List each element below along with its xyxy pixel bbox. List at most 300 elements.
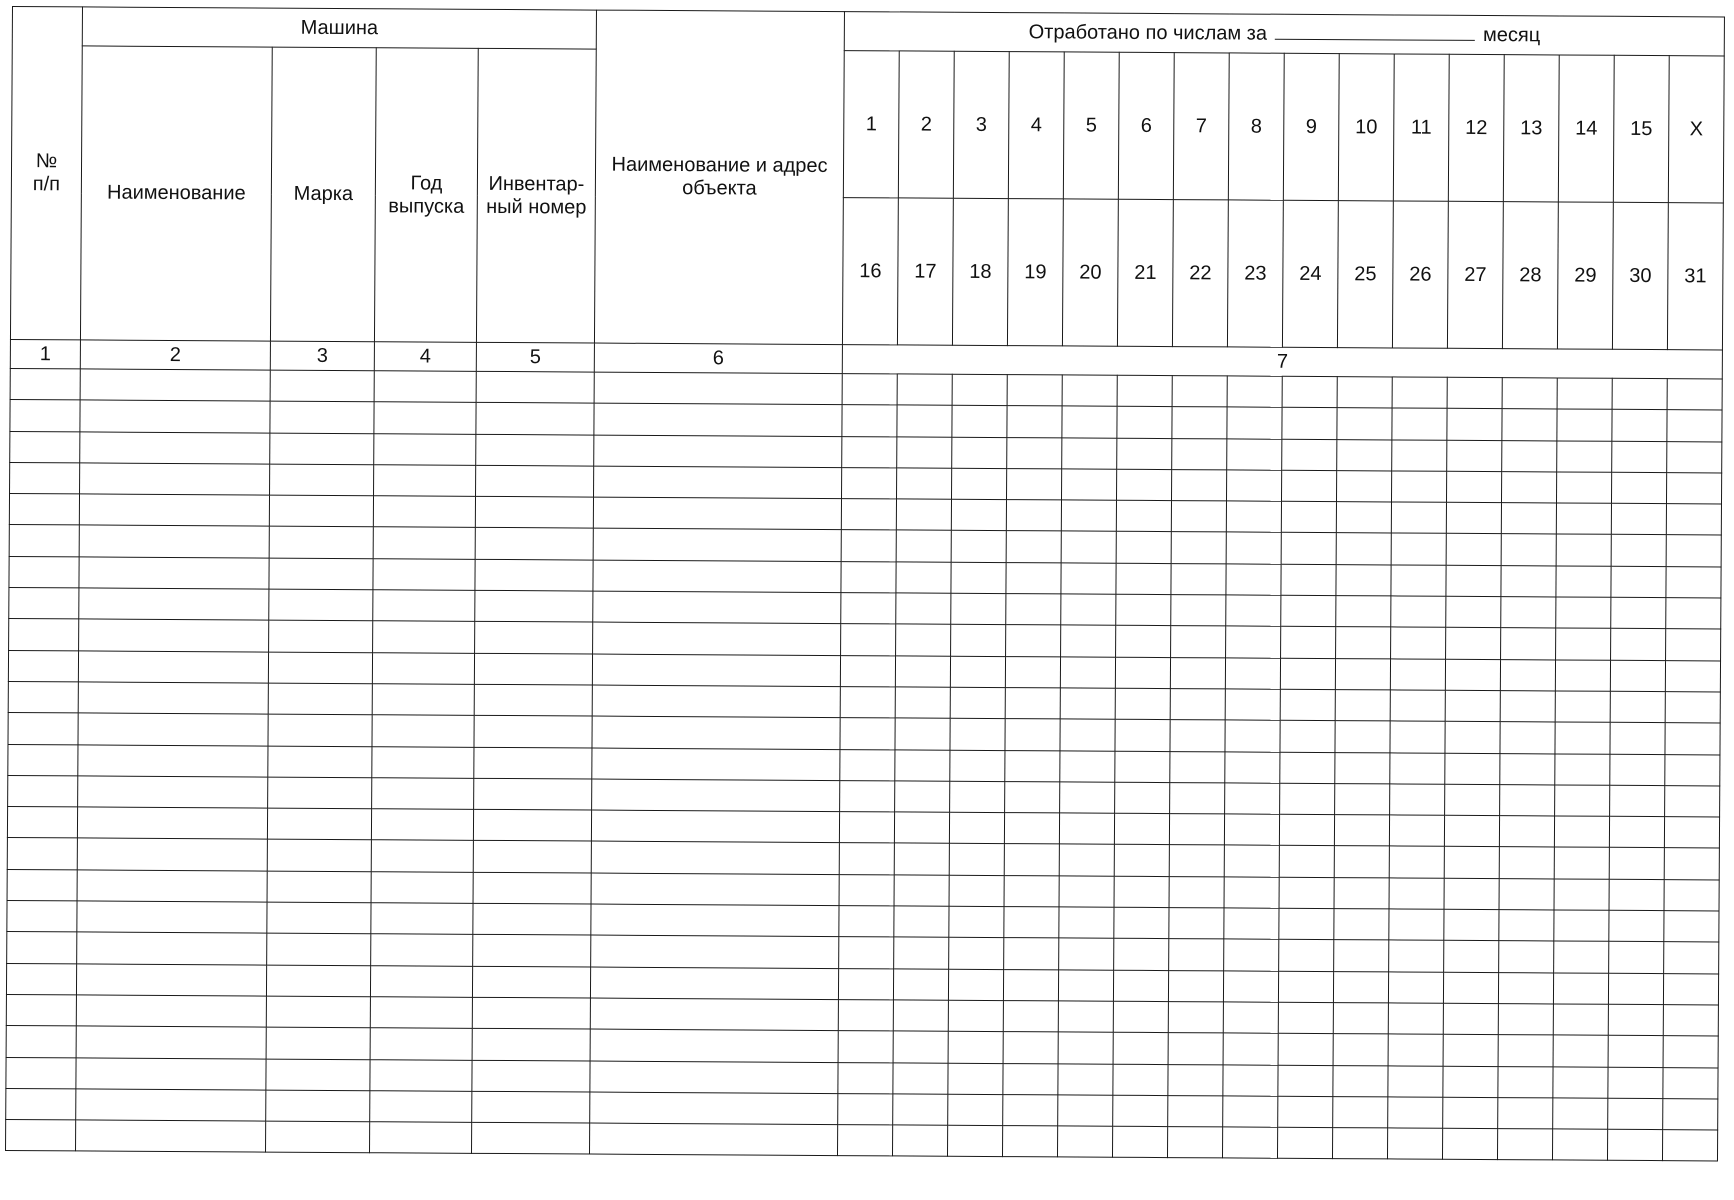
day-entry-cell[interactable] [1553, 973, 1608, 1005]
entry-cell[interactable] [594, 435, 842, 468]
day-entry-cell[interactable] [1114, 939, 1169, 971]
day-entry-cell[interactable] [1663, 1036, 1718, 1068]
day-entry-cell[interactable] [1333, 1003, 1388, 1035]
day-entry-cell[interactable] [838, 968, 893, 1000]
day-entry-cell[interactable] [1663, 1130, 1718, 1162]
entry-cell[interactable] [79, 619, 269, 651]
day-entry-cell[interactable] [1169, 814, 1224, 846]
day-entry-cell[interactable] [948, 1094, 1003, 1126]
day-entry-cell[interactable] [1388, 1003, 1443, 1035]
day-entry-cell[interactable] [1445, 722, 1500, 754]
day-entry-cell[interactable] [1666, 566, 1721, 598]
entry-cell[interactable] [77, 870, 267, 902]
entry-cell[interactable] [474, 747, 592, 779]
day-entry-cell[interactable] [1059, 938, 1114, 970]
day-entry-cell[interactable] [1004, 844, 1059, 876]
day-entry-cell[interactable] [1169, 908, 1224, 940]
day-entry-cell[interactable] [951, 562, 1006, 594]
entry-cell[interactable] [475, 497, 593, 529]
entry-cell[interactable] [77, 807, 267, 839]
entry-cell[interactable] [590, 1061, 838, 1094]
entry-cell[interactable] [593, 529, 841, 562]
day-entry-cell[interactable] [1445, 784, 1500, 816]
entry-cell[interactable] [8, 713, 78, 745]
entry-cell[interactable] [270, 370, 374, 402]
day-entry-cell[interactable] [1227, 470, 1282, 502]
day-entry-cell[interactable] [1278, 971, 1333, 1003]
entry-cell[interactable] [79, 557, 269, 589]
day-entry-cell[interactable] [1282, 376, 1337, 408]
day-entry-cell[interactable] [948, 1000, 1003, 1032]
day-entry-cell[interactable] [1501, 565, 1556, 597]
day-entry-cell[interactable] [1667, 379, 1722, 411]
day-entry-cell[interactable] [841, 499, 896, 531]
day-entry-cell[interactable] [1333, 1096, 1388, 1128]
entry-cell[interactable] [80, 463, 270, 495]
day-entry-cell[interactable] [1227, 376, 1282, 408]
day-entry-cell[interactable] [1446, 596, 1501, 628]
day-entry-cell[interactable] [1227, 439, 1282, 471]
day-entry-cell[interactable] [1444, 815, 1499, 847]
day-entry-cell[interactable] [1117, 438, 1172, 470]
day-entry-cell[interactable] [1500, 784, 1555, 816]
day-entry-cell[interactable] [1280, 658, 1335, 690]
day-entry-cell[interactable] [950, 687, 1005, 719]
entry-cell[interactable] [372, 746, 474, 778]
entry-cell[interactable] [76, 1026, 266, 1058]
day-entry-cell[interactable] [1447, 377, 1502, 409]
day-entry-cell[interactable] [1282, 439, 1337, 471]
day-entry-cell[interactable] [948, 1031, 1003, 1063]
day-entry-cell[interactable] [1226, 532, 1281, 564]
entry-cell[interactable] [593, 622, 841, 655]
day-entry-cell[interactable] [1501, 503, 1556, 535]
day-entry-cell[interactable] [1005, 750, 1060, 782]
day-entry-cell[interactable] [1389, 878, 1444, 910]
day-entry-cell[interactable] [1447, 409, 1502, 441]
day-entry-cell[interactable] [1004, 938, 1059, 970]
day-entry-cell[interactable] [1336, 533, 1391, 565]
day-entry-cell[interactable] [948, 969, 1003, 1001]
day-entry-cell[interactable] [1391, 627, 1446, 659]
day-entry-cell[interactable] [1663, 1005, 1718, 1037]
day-entry-cell[interactable] [1170, 689, 1225, 721]
entry-cell[interactable] [472, 997, 590, 1029]
day-entry-cell[interactable] [1665, 660, 1720, 692]
day-entry-cell[interactable] [1114, 907, 1169, 939]
day-entry-cell[interactable] [1389, 909, 1444, 941]
entry-cell[interactable] [80, 432, 270, 464]
day-entry-cell[interactable] [1006, 562, 1061, 594]
day-entry-cell[interactable] [1223, 1033, 1278, 1065]
day-entry-cell[interactable] [894, 875, 949, 907]
day-entry-cell[interactable] [1608, 1067, 1663, 1099]
day-entry-cell[interactable] [1168, 1127, 1223, 1159]
day-entry-cell[interactable] [1278, 1096, 1333, 1128]
day-entry-cell[interactable] [839, 874, 894, 906]
day-entry-cell[interactable] [1502, 409, 1557, 441]
day-entry-cell[interactable] [1555, 660, 1610, 692]
day-entry-cell[interactable] [1004, 875, 1059, 907]
day-entry-cell[interactable] [894, 843, 949, 875]
day-entry-cell[interactable] [1333, 1034, 1388, 1066]
day-entry-cell[interactable] [1447, 440, 1502, 472]
day-entry-cell[interactable] [1280, 689, 1335, 721]
entry-cell[interactable] [592, 685, 840, 718]
day-entry-cell[interactable] [895, 687, 950, 719]
day-entry-cell[interactable] [1553, 1004, 1608, 1036]
day-entry-cell[interactable] [1612, 472, 1667, 504]
day-entry-cell[interactable] [1611, 629, 1666, 661]
day-entry-cell[interactable] [949, 844, 1004, 876]
day-entry-cell[interactable] [1060, 657, 1115, 689]
day-entry-cell[interactable] [1223, 1064, 1278, 1096]
day-entry-cell[interactable] [1663, 1067, 1718, 1099]
entry-cell[interactable] [594, 403, 842, 436]
day-entry-cell[interactable] [1336, 564, 1391, 596]
day-entry-cell[interactable] [1278, 1127, 1333, 1159]
day-entry-cell[interactable] [1334, 940, 1389, 972]
entry-cell[interactable] [373, 496, 475, 528]
day-entry-cell[interactable] [1388, 1097, 1443, 1129]
entry-cell[interactable] [77, 838, 267, 870]
day-entry-cell[interactable] [841, 593, 896, 625]
entry-cell[interactable] [476, 465, 594, 497]
entry-cell[interactable] [78, 744, 268, 776]
day-entry-cell[interactable] [1445, 753, 1500, 785]
entry-cell[interactable] [79, 494, 269, 526]
day-entry-cell[interactable] [1337, 377, 1392, 409]
day-entry-cell[interactable] [895, 718, 950, 750]
day-entry-cell[interactable] [1388, 1034, 1443, 1066]
day-entry-cell[interactable] [1225, 658, 1280, 690]
entry-cell[interactable] [474, 684, 592, 716]
day-entry-cell[interactable] [1609, 910, 1664, 942]
day-entry-cell[interactable] [1445, 690, 1500, 722]
day-entry-cell[interactable] [1335, 721, 1390, 753]
day-entry-cell[interactable] [1391, 565, 1446, 597]
day-entry-cell[interactable] [950, 656, 1005, 688]
day-entry-cell[interactable] [1336, 502, 1391, 534]
day-entry-cell[interactable] [1058, 1001, 1113, 1033]
entry-cell[interactable] [594, 466, 842, 499]
entry-cell[interactable] [268, 777, 372, 809]
entry-cell[interactable] [76, 1120, 266, 1152]
entry-cell[interactable] [473, 903, 591, 935]
day-entry-cell[interactable] [1058, 1032, 1113, 1064]
entry-cell[interactable] [473, 841, 591, 873]
entry-cell[interactable] [475, 528, 593, 560]
day-entry-cell[interactable] [1061, 625, 1116, 657]
day-entry-cell[interactable] [1553, 1066, 1608, 1098]
entry-cell[interactable] [10, 368, 80, 400]
entry-cell[interactable] [76, 995, 266, 1027]
day-entry-cell[interactable] [1500, 691, 1555, 723]
entry-cell[interactable] [594, 372, 842, 405]
day-entry-cell[interactable] [1113, 1126, 1168, 1158]
day-entry-cell[interactable] [1004, 907, 1059, 939]
day-entry-cell[interactable] [1498, 1004, 1553, 1036]
entry-cell[interactable] [6, 994, 76, 1026]
day-entry-cell[interactable] [1501, 628, 1556, 660]
day-entry-cell[interactable] [1003, 1032, 1058, 1064]
day-entry-cell[interactable] [1664, 879, 1719, 911]
day-entry-cell[interactable] [893, 1125, 948, 1157]
day-entry-cell[interactable] [1445, 659, 1500, 691]
day-entry-cell[interactable] [1667, 473, 1722, 505]
day-entry-cell[interactable] [1612, 410, 1667, 442]
entry-cell[interactable] [9, 619, 79, 651]
day-entry-cell[interactable] [1390, 752, 1445, 784]
day-entry-cell[interactable] [1555, 785, 1610, 817]
day-entry-cell[interactable] [840, 749, 895, 781]
day-entry-cell[interactable] [1611, 535, 1666, 567]
day-entry-cell[interactable] [1062, 438, 1117, 470]
day-entry-cell[interactable] [1113, 970, 1168, 1002]
day-entry-cell[interactable] [1665, 723, 1720, 755]
day-entry-cell[interactable] [1611, 597, 1666, 629]
day-entry-cell[interactable] [896, 624, 951, 656]
day-entry-cell[interactable] [1667, 441, 1722, 473]
entry-cell[interactable] [476, 371, 594, 403]
entry-cell[interactable] [8, 775, 78, 807]
entry-cell[interactable] [590, 1029, 838, 1062]
day-entry-cell[interactable] [896, 530, 951, 562]
day-entry-cell[interactable] [1334, 909, 1389, 941]
day-entry-cell[interactable] [1499, 816, 1554, 848]
day-entry-cell[interactable] [897, 468, 952, 500]
day-entry-cell[interactable] [1556, 534, 1611, 566]
entry-cell[interactable] [6, 1088, 76, 1120]
day-entry-cell[interactable] [1225, 720, 1280, 752]
day-entry-cell[interactable] [1556, 628, 1611, 660]
day-entry-cell[interactable] [894, 812, 949, 844]
day-entry-cell[interactable] [893, 1000, 948, 1032]
entry-cell[interactable] [7, 838, 77, 870]
day-entry-cell[interactable] [1392, 471, 1447, 503]
entry-cell[interactable] [269, 527, 373, 559]
day-entry-cell[interactable] [952, 468, 1007, 500]
day-entry-cell[interactable] [1389, 940, 1444, 972]
entry-cell[interactable] [9, 588, 79, 620]
day-entry-cell[interactable] [1388, 972, 1443, 1004]
day-entry-cell[interactable] [1501, 534, 1556, 566]
day-entry-cell[interactable] [1390, 721, 1445, 753]
day-entry-cell[interactable] [894, 906, 949, 938]
day-entry-cell[interactable] [1499, 847, 1554, 879]
entry-cell[interactable] [369, 1122, 471, 1154]
entry-cell[interactable] [371, 903, 473, 935]
day-entry-cell[interactable] [842, 374, 897, 406]
day-entry-cell[interactable] [952, 437, 1007, 469]
day-entry-cell[interactable] [1443, 972, 1498, 1004]
day-entry-cell[interactable] [1003, 1094, 1058, 1126]
day-entry-cell[interactable] [1003, 969, 1058, 1001]
day-entry-cell[interactable] [1608, 973, 1663, 1005]
day-entry-cell[interactable] [897, 437, 952, 469]
day-entry-cell[interactable] [1333, 1065, 1388, 1097]
day-entry-cell[interactable] [1171, 532, 1226, 564]
day-entry-cell[interactable] [896, 593, 951, 625]
day-entry-cell[interactable] [1116, 500, 1171, 532]
day-entry-cell[interactable] [1113, 1001, 1168, 1033]
day-entry-cell[interactable] [1059, 907, 1114, 939]
day-entry-cell[interactable] [1115, 688, 1170, 720]
day-entry-cell[interactable] [1278, 1065, 1333, 1097]
day-entry-cell[interactable] [1555, 722, 1610, 754]
entry-cell[interactable] [10, 431, 80, 463]
day-entry-cell[interactable] [1444, 878, 1499, 910]
day-entry-cell[interactable] [1223, 1096, 1278, 1128]
entry-cell[interactable] [370, 965, 472, 997]
entry-cell[interactable] [370, 1091, 472, 1123]
day-entry-cell[interactable] [1665, 754, 1720, 786]
day-entry-cell[interactable] [1223, 1002, 1278, 1034]
entry-cell[interactable] [78, 713, 268, 745]
day-entry-cell[interactable] [1498, 1097, 1553, 1129]
day-entry-cell[interactable] [1502, 471, 1557, 503]
day-entry-cell[interactable] [1500, 659, 1555, 691]
day-entry-cell[interactable] [838, 1031, 893, 1063]
entry-cell[interactable] [10, 400, 80, 432]
day-entry-cell[interactable] [1335, 658, 1390, 690]
day-entry-cell[interactable] [1610, 754, 1665, 786]
entry-cell[interactable] [472, 1029, 590, 1061]
day-entry-cell[interactable] [1281, 627, 1336, 659]
day-entry-cell[interactable] [1224, 908, 1279, 940]
entry-cell[interactable] [590, 967, 838, 1000]
entry-cell[interactable] [592, 779, 840, 812]
day-entry-cell[interactable] [1168, 970, 1223, 1002]
day-entry-cell[interactable] [1225, 751, 1280, 783]
entry-cell[interactable] [590, 998, 838, 1031]
entry-cell[interactable] [474, 778, 592, 810]
entry-cell[interactable] [593, 497, 841, 530]
entry-cell[interactable] [77, 932, 267, 964]
day-entry-cell[interactable] [1553, 1098, 1608, 1130]
day-entry-cell[interactable] [1334, 815, 1389, 847]
entry-cell[interactable] [6, 963, 76, 995]
entry-cell[interactable] [372, 778, 474, 810]
entry-cell[interactable] [473, 872, 591, 904]
day-entry-cell[interactable] [948, 1125, 1003, 1157]
day-entry-cell[interactable] [1061, 500, 1116, 532]
day-entry-cell[interactable] [1388, 1128, 1443, 1160]
day-entry-cell[interactable] [951, 593, 1006, 625]
entry-cell[interactable] [371, 840, 473, 872]
entry-cell[interactable] [592, 748, 840, 781]
day-entry-cell[interactable] [1279, 877, 1334, 909]
day-entry-cell[interactable] [1446, 565, 1501, 597]
day-entry-cell[interactable] [1007, 406, 1062, 438]
day-entry-cell[interactable] [949, 812, 1004, 844]
day-entry-cell[interactable] [1058, 970, 1113, 1002]
day-entry-cell[interactable] [896, 499, 951, 531]
day-entry-cell[interactable] [1007, 437, 1062, 469]
day-entry-cell[interactable] [1392, 440, 1447, 472]
day-entry-cell[interactable] [1168, 1095, 1223, 1127]
day-entry-cell[interactable] [1610, 660, 1665, 692]
day-entry-cell[interactable] [1666, 504, 1721, 536]
day-entry-cell[interactable] [1003, 1126, 1058, 1158]
day-entry-cell[interactable] [1116, 594, 1171, 626]
day-entry-cell[interactable] [1446, 502, 1501, 534]
day-entry-cell[interactable] [951, 625, 1006, 657]
day-entry-cell[interactable] [1062, 469, 1117, 501]
day-entry-cell[interactable] [1609, 848, 1664, 880]
day-entry-cell[interactable] [1226, 564, 1281, 596]
entry-cell[interactable] [373, 527, 475, 559]
day-entry-cell[interactable] [1223, 971, 1278, 1003]
day-entry-cell[interactable] [1279, 940, 1334, 972]
entry-cell[interactable] [591, 935, 839, 968]
entry-cell[interactable] [267, 808, 371, 840]
day-entry-cell[interactable] [841, 561, 896, 593]
day-entry-cell[interactable] [1337, 439, 1392, 471]
day-entry-cell[interactable] [1663, 973, 1718, 1005]
day-entry-cell[interactable] [1172, 407, 1227, 439]
day-entry-cell[interactable] [893, 1031, 948, 1063]
day-entry-cell[interactable] [897, 405, 952, 437]
day-entry-cell[interactable] [1610, 723, 1665, 755]
day-entry-cell[interactable] [1279, 846, 1334, 878]
day-entry-cell[interactable] [839, 843, 894, 875]
day-entry-cell[interactable] [1335, 690, 1390, 722]
day-entry-cell[interactable] [1062, 406, 1117, 438]
day-entry-cell[interactable] [1224, 845, 1279, 877]
day-entry-cell[interactable] [1610, 691, 1665, 723]
day-entry-cell[interactable] [1664, 942, 1719, 974]
entry-cell[interactable] [7, 932, 77, 964]
day-entry-cell[interactable] [1502, 440, 1557, 472]
day-entry-cell[interactable] [1499, 878, 1554, 910]
day-entry-cell[interactable] [1389, 815, 1444, 847]
day-entry-cell[interactable] [1554, 879, 1609, 911]
day-entry-cell[interactable] [1172, 376, 1227, 408]
day-entry-cell[interactable] [950, 781, 1005, 813]
day-entry-cell[interactable] [1610, 785, 1665, 817]
day-entry-cell[interactable] [1665, 692, 1720, 724]
day-entry-cell[interactable] [1279, 908, 1334, 940]
entry-cell[interactable] [269, 620, 373, 652]
day-entry-cell[interactable] [1170, 751, 1225, 783]
day-entry-cell[interactable] [1005, 719, 1060, 751]
day-entry-cell[interactable] [1392, 408, 1447, 440]
day-entry-cell[interactable] [1113, 1032, 1168, 1064]
day-entry-cell[interactable] [1170, 720, 1225, 752]
entry-cell[interactable] [472, 1091, 590, 1123]
entry-cell[interactable] [9, 494, 79, 526]
entry-cell[interactable] [473, 935, 591, 967]
day-entry-cell[interactable] [1059, 876, 1114, 908]
entry-cell[interactable] [475, 590, 593, 622]
entry-cell[interactable] [475, 622, 593, 654]
entry-cell[interactable] [269, 558, 373, 590]
day-entry-cell[interactable] [1281, 501, 1336, 533]
entry-cell[interactable] [371, 871, 473, 903]
day-entry-cell[interactable] [1501, 597, 1556, 629]
entry-cell[interactable] [471, 1122, 589, 1154]
day-entry-cell[interactable] [1443, 1066, 1498, 1098]
entry-cell[interactable] [266, 996, 370, 1028]
day-entry-cell[interactable] [1169, 876, 1224, 908]
day-entry-cell[interactable] [1388, 1065, 1443, 1097]
entry-cell[interactable] [374, 371, 476, 403]
day-entry-cell[interactable] [1609, 942, 1664, 974]
day-entry-cell[interactable] [1280, 752, 1335, 784]
day-entry-cell[interactable] [1666, 535, 1721, 567]
day-entry-cell[interactable] [1664, 848, 1719, 880]
